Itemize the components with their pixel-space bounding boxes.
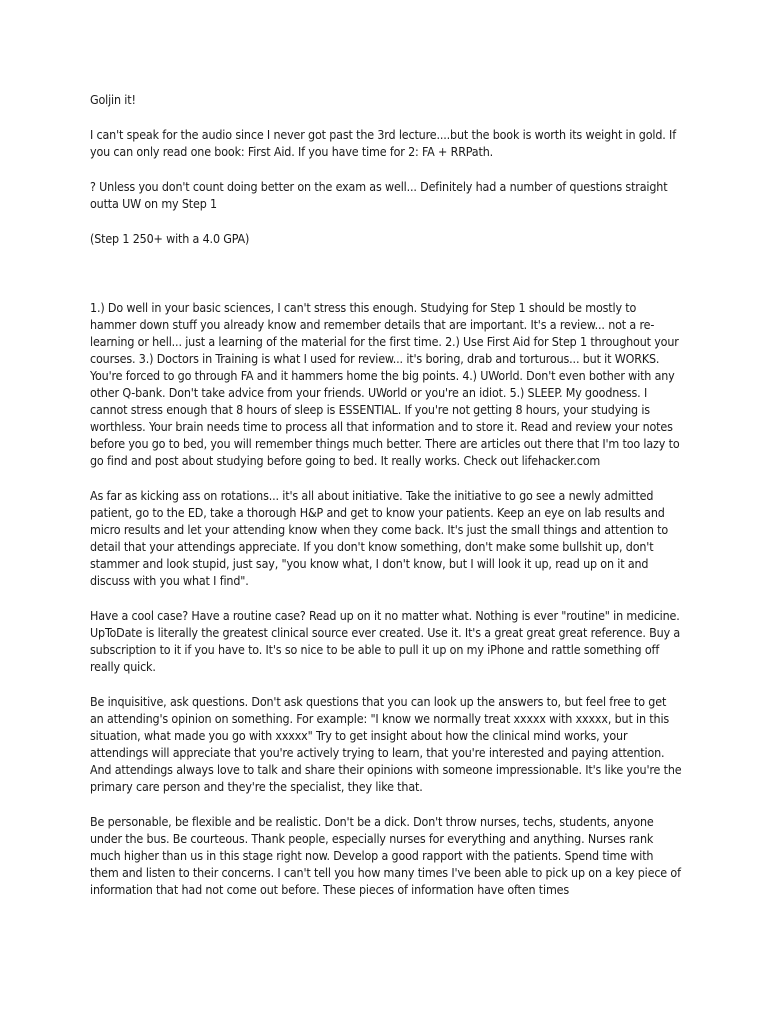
paragraph-uworld-note: ? Unless you don't count doing better on the exam as well... Definitely had a number of questions straight outta UW on my Step 1: [90, 179, 668, 211]
greeting-line: Goljin it!: [90, 92, 136, 107]
paragraph-personable: Be personable, be flexible and be realistic. Don't be a dick. Don't throw nurses, techs, students, anyone under the bus. Be courteous. Thank people, especially nurses for everything and anything. Nurses rank much higher than us in this stage right now. Develop a good rapport with the patients. Spend time with them and listen to their concerns. I can't tell you how many times I've been able to pick up on a key piece of information that had not come out before. These pieces of information have often times: [90, 814, 681, 897]
paragraph-rotations: As far as kicking ass on rotations... it's all about initiative. Take the initiative to go see a newly admitted patient, go to the ED, take a thorough H&P and get to know your patients. Keep an eye on lab results and micro results and let your attending know when they come back. It's just the small things and attention to detail that your attendings appreciate. If you don't know something, don't make some bullshit up, don't stammer and look stupid, just say, "you know what, I don't know, but I will look it up, read up on it and discuss with you what I find".: [90, 488, 669, 588]
paragraph-first-aid: I can't speak for the audio since I never got past the 3rd lecture....but the book is worth its weight in gold. If you can only read one book: First Aid. If you have time for 2: FA + RRPath.: [90, 127, 676, 159]
paragraph-study-tips: 1.) Do well in your basic sciences, I can't stress this enough. Studying for Step 1 should be mostly to hammer down stuff you already know and remember details that are important. It's a review... not a re-learning or hell... just a learning of the material for the first time. 2.) Use First Aid for Step 1 throughout your courses. 3.) Doctors in Training is what I used for review... it's boring, drab and torturous... but it WORKS. You're forced to go through FA and it hammers home the big points. 4.) UWorld. Don't even bother with any other Q-bank. Don't take advice from your friends. UWorld or you're an idiot. 5.) SLEEP. My goodness. I cannot stress enough that 8 hours of sleep is ESSENTIAL. If you're not getting 8 hours, your studying is worthless. Your brain needs time to process all that information and to store it. Read and review your notes before you go to bed, you will remember things much better. There are articles out there that I'm too lazy to go find and post about studying before going to bed. It really works. Check out lifehacker.com: [90, 300, 680, 468]
document-page: [90, 91, 682, 916]
paragraph-questions: Be inquisitive, ask questions. Don't ask questions that you can look up the answers to, but feel free to get an attending's opinion on something. For example: "I know we normally treat xxxxx with xxxxx, but in this situation, what made you go with xxxxx" Try to get insight about how the clinical mind works, your attendings will appreciate that you're actively trying to learn, that you're interested and paying attention. And attendings always love to talk and share their opinions with someone impressionable. It's like you're the primary care person and they're the specialist, they like that.: [90, 694, 682, 794]
paragraph-score-note: (Step 1 250+ with a 4.0 GPA): [90, 231, 250, 246]
paragraph-cases: Have a cool case? Have a routine case? Read up on it no matter what. Nothing is ever "routine" in medicine. UpToDate is literally the greatest clinical source ever created. Use it. It's a great great great reference. Buy a subscription to it if you have to. It's so nice to be able to pull it up on my iPhone and rattle something off really quick.: [90, 608, 681, 674]
